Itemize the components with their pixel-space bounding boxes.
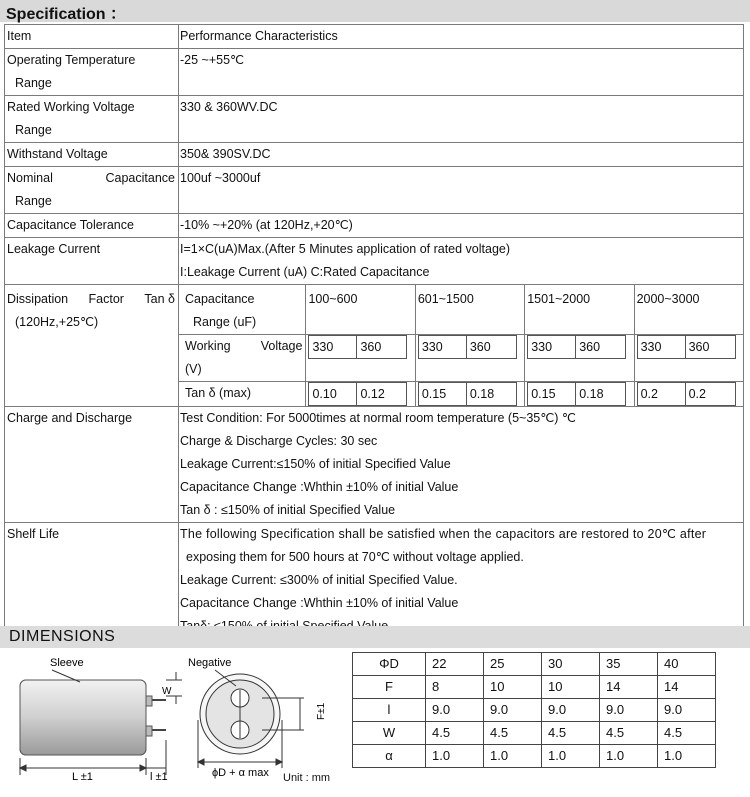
spec-title: Specification ： — [6, 6, 127, 23]
voltage-pair: 330 360 — [306, 335, 415, 382]
cell: 1.0 — [484, 745, 542, 768]
l-label: L ±1 — [72, 771, 93, 783]
sleeve-label: Sleeve — [50, 657, 84, 669]
voltage-pair: 330 360 — [634, 335, 743, 382]
table-row — [179, 335, 743, 382]
withstand-value: 350& 390SV.DC — [179, 143, 744, 167]
cell: 8 — [426, 676, 484, 699]
table-row — [353, 745, 716, 768]
tolerance-label: Capacitance Tolerance — [5, 214, 179, 238]
cell: 10 — [484, 676, 542, 699]
cell: 4.5 — [658, 722, 716, 745]
dimensions-table — [352, 652, 716, 768]
cell: 4.5 — [600, 722, 658, 745]
cell: 22 — [426, 653, 484, 676]
working-voltage-header: Working Voltage (V) — [179, 335, 306, 382]
nominal-label: Nominal Capacitance Range — [5, 167, 179, 214]
cell: 1.0 — [426, 745, 484, 768]
table-row — [353, 699, 716, 722]
rated-voltage-value: 330 & 360WV.DC — [179, 96, 744, 143]
table-row — [5, 238, 744, 285]
withstand-label: Withstand Voltage — [5, 143, 179, 167]
side-view — [20, 670, 182, 775]
leakage-label: Leakage Current — [5, 238, 179, 285]
df-label: Dissipation Factor Tan δ (120Hz,+25℃) — [5, 285, 179, 407]
table-row — [353, 676, 716, 699]
capacitor-drawing — [0, 650, 350, 790]
nominal-value: 100uf ~3000uf — [179, 167, 744, 214]
f-label: F±1 — [316, 702, 327, 720]
range-cell: 601~1500 — [415, 285, 524, 335]
voltage-pair: 330 360 — [525, 335, 634, 382]
i-label: l ±1 — [150, 771, 168, 783]
tan-pair: 0.15 0.18 — [525, 382, 634, 407]
cell: 4.5 — [484, 722, 542, 745]
table-row — [5, 285, 744, 407]
tan-pair: 0.2 0.2 — [634, 382, 743, 407]
cell: 4.5 — [426, 722, 484, 745]
range-cell: 1501~2000 — [525, 285, 634, 335]
op-temp-value: -25 ~+55℃ — [179, 49, 744, 96]
cell: 9.0 — [658, 699, 716, 722]
cell: 9.0 — [600, 699, 658, 722]
df-cell — [179, 285, 744, 407]
dimensions-title: DIMENSIONS — [9, 628, 116, 645]
cell: 14 — [600, 676, 658, 699]
spec-table — [4, 24, 744, 639]
row-label: l — [353, 699, 426, 722]
charge-discharge-label: Charge and Discharge — [5, 407, 179, 523]
table-row — [179, 382, 743, 407]
table-row — [353, 722, 716, 745]
cell: 30 — [542, 653, 600, 676]
leakage-value: I=1×C(uA)Max.(After 5 Minutes application of rated voltage) I:Leakage Current (uA) C:Rated Capacitance — [179, 238, 744, 285]
shelf-life-label: Shelf Life — [5, 523, 179, 639]
end-view — [198, 670, 304, 768]
table-row — [179, 285, 743, 335]
df-inner-table — [179, 285, 743, 406]
table-row — [5, 214, 744, 238]
voltage-pair: 330 360 — [415, 335, 524, 382]
charge-discharge-value: Test Condition: For 5000times at normal room temperature (5~35℃) ℃ Charge & Discharge Cycles: 30 sec Leakage Current:≤150% of initial Specified Value Capacitance Change :Whthin ±10% of initial Value Tan δ : ≤150% of initial Specified Value — [179, 407, 744, 523]
cell: 35 — [600, 653, 658, 676]
table-row — [5, 407, 744, 523]
tolerance-value: -10% ~+20% (at 120Hz,+20℃) — [179, 214, 744, 238]
shelf-life-value: The following Specification shall be satisfied when the capacitors are restored to 20℃ after exposing them for 500 hours at 70℃ without voltage applied. Leakage Current: ≤300% of initial Specified Value. Capacitance Change :Whthin ±10% of initial Value — [179, 523, 744, 639]
negative-label: Negative — [188, 657, 232, 669]
table-row — [5, 167, 744, 214]
row-label: F — [353, 676, 426, 699]
range-cell: 100~600 — [306, 285, 415, 335]
cell: 25 — [484, 653, 542, 676]
table-row — [5, 49, 744, 96]
table-row — [5, 25, 744, 49]
table-row — [5, 523, 744, 639]
tan-delta-header: Tan δ (max) — [179, 382, 306, 407]
table-row — [5, 143, 744, 167]
spec-header-bar — [0, 0, 750, 22]
cell: 10 — [542, 676, 600, 699]
w-label: W — [162, 686, 172, 697]
cell: 9.0 — [426, 699, 484, 722]
tan-pair: 0.15 0.18 — [415, 382, 524, 407]
cell: 4.5 — [542, 722, 600, 745]
unit-label: Unit : mm — [283, 772, 331, 784]
cell: 1.0 — [658, 745, 716, 768]
row-label: ΦD — [353, 653, 426, 676]
cell: 14 — [658, 676, 716, 699]
perf-header: Performance Characteristics — [179, 25, 744, 49]
table-row — [5, 96, 744, 143]
row-label: W — [353, 722, 426, 745]
rated-voltage-label: Rated Working Voltage Range — [5, 96, 179, 143]
cap-range-header: Capacitance Range (uF) — [179, 285, 306, 335]
item-header: Item — [5, 25, 179, 49]
cell: 9.0 — [484, 699, 542, 722]
range-cell: 2000~3000 — [634, 285, 743, 335]
dimensions-header-bar — [0, 626, 750, 648]
op-temp-label: Operating Temperature Range — [5, 49, 179, 96]
cell: 1.0 — [600, 745, 658, 768]
row-label: α — [353, 745, 426, 768]
d-label: ϕD + α max — [212, 767, 269, 779]
cell: 40 — [658, 653, 716, 676]
cell: 9.0 — [542, 699, 600, 722]
tan-pair: 0.10 0.12 — [306, 382, 415, 407]
table-row — [353, 653, 716, 676]
cell: 1.0 — [542, 745, 600, 768]
